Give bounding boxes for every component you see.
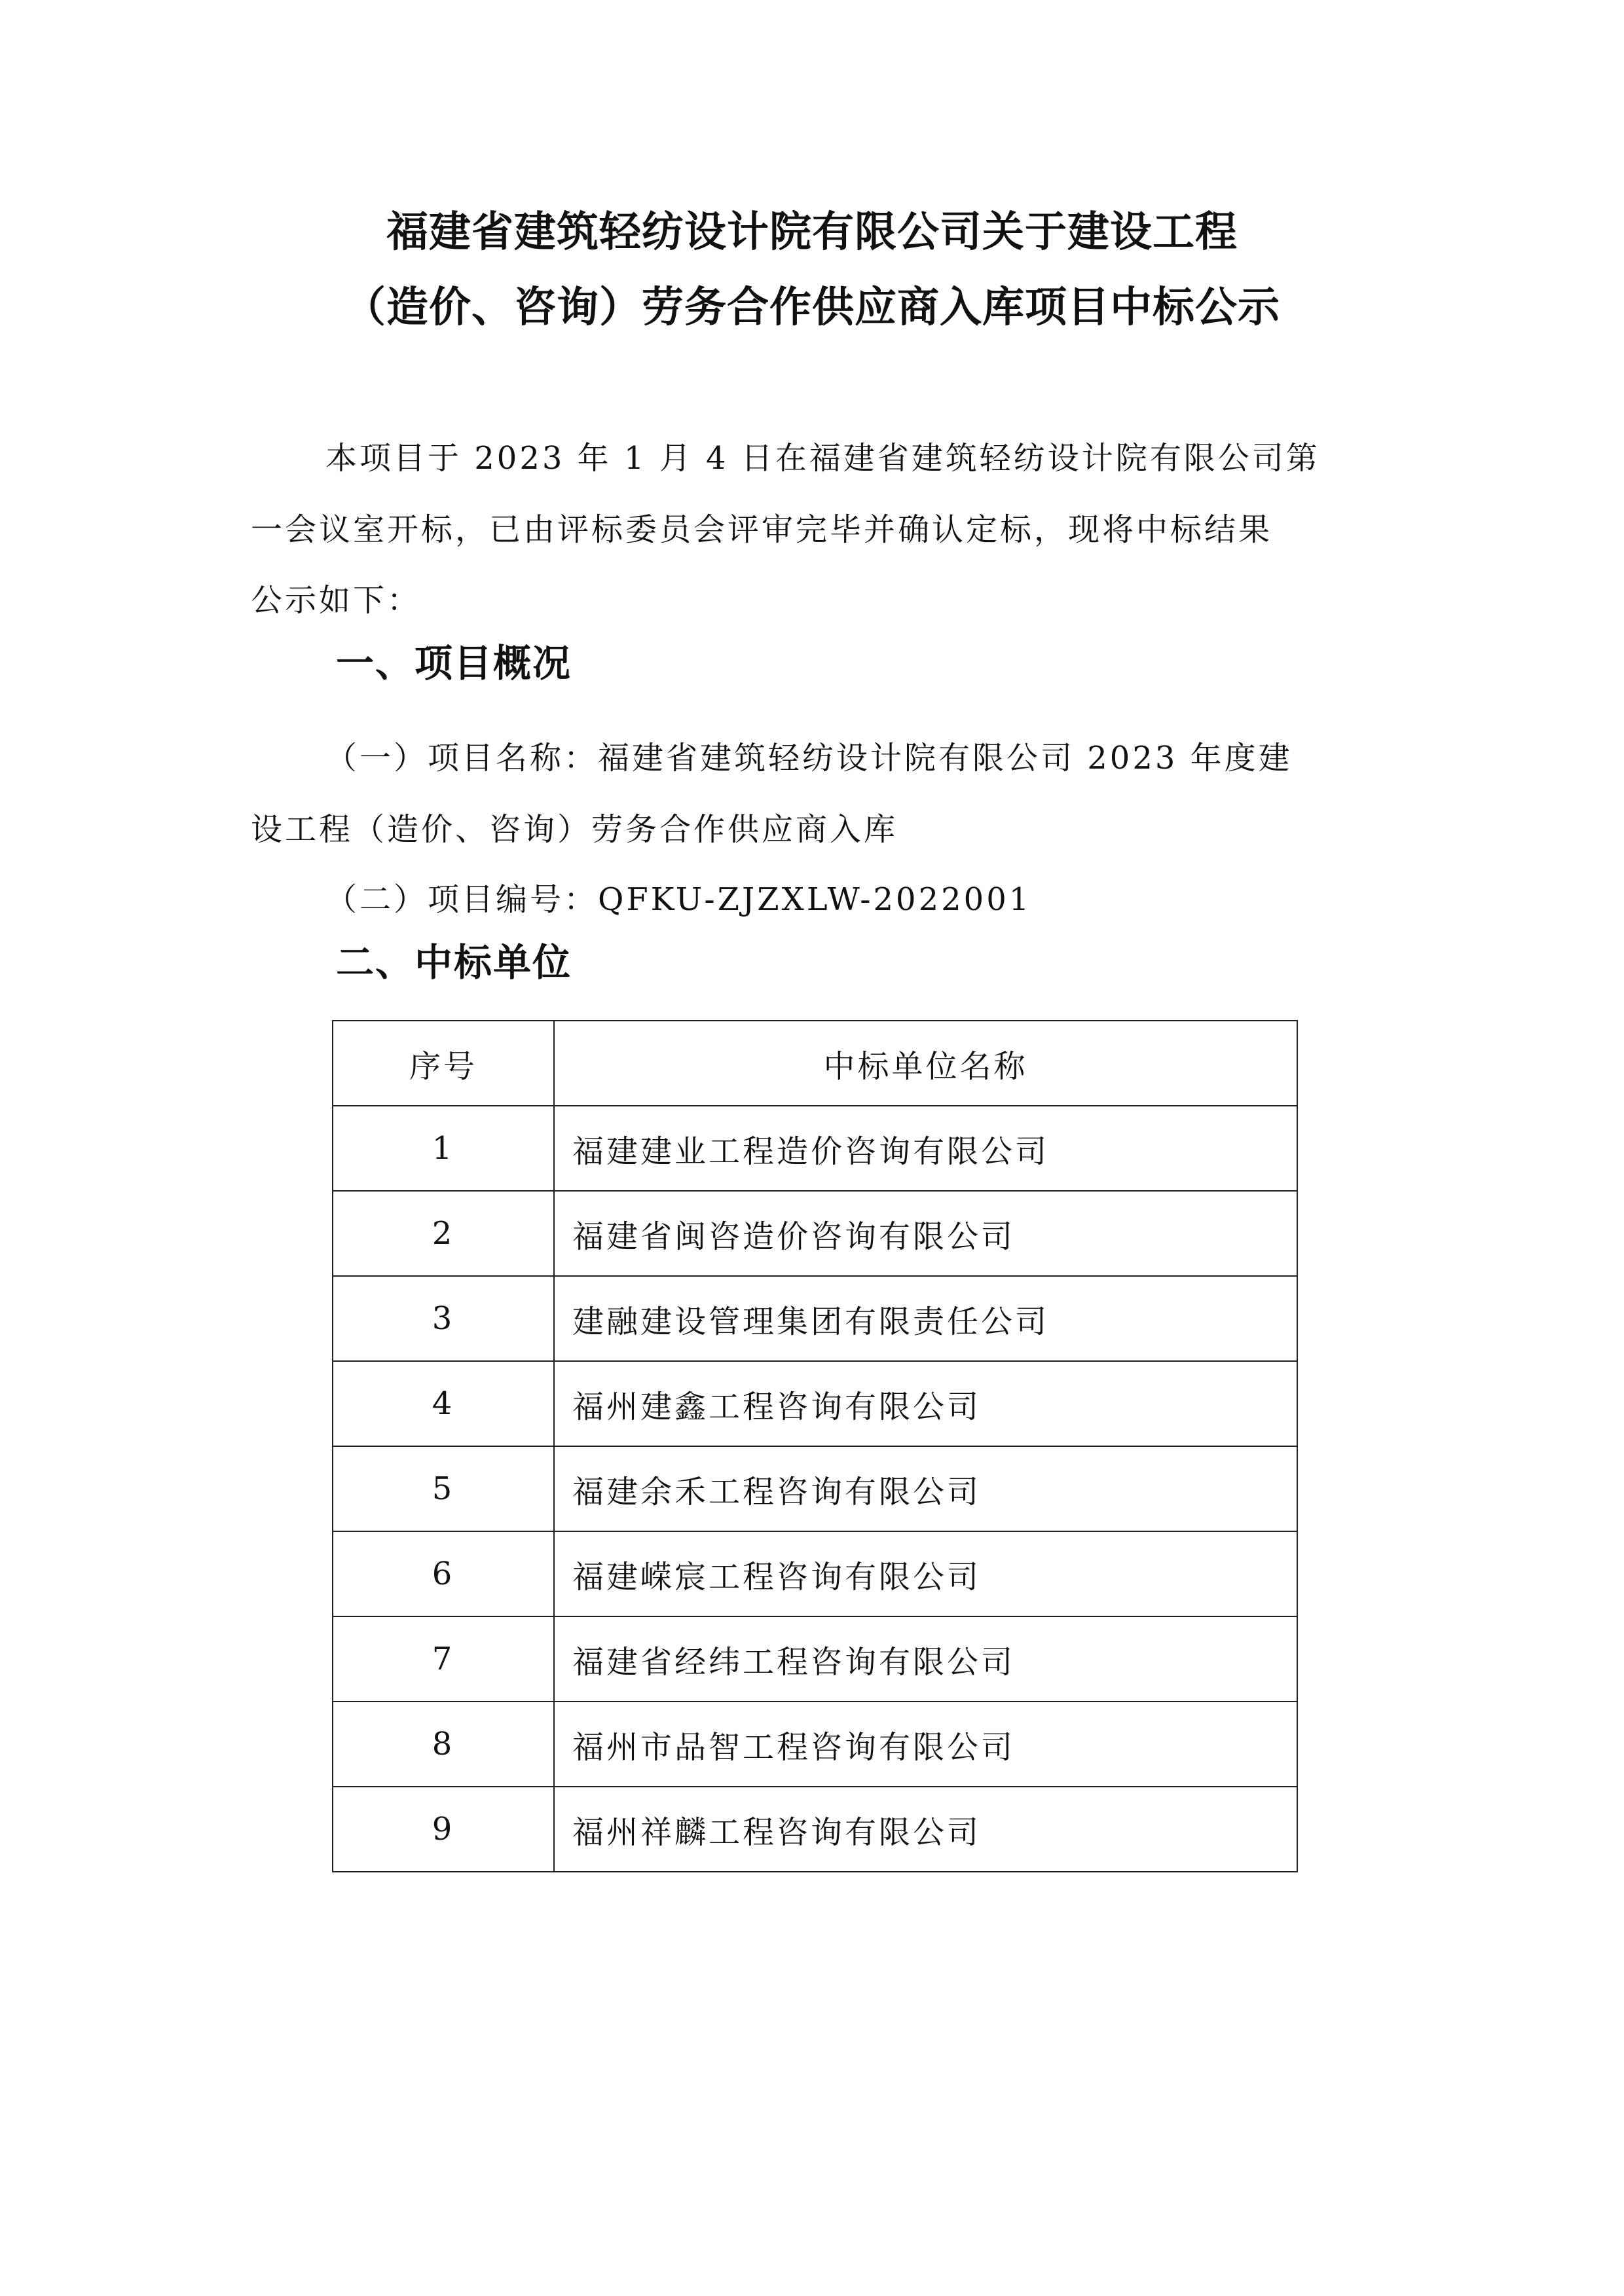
row-winner-name: 福州建鑫工程咨询有限公司 [554,1361,1297,1446]
document-title-line-2: （造价、咨询）劳务合作供应商入库项目中标公示 [344,283,1280,332]
document-title-line-1: 福建省建筑轻纺设计院有限公司关于建设工程 [386,208,1238,257]
intro-paragraph-line-1: 本项目于 2023 年 1 月 4 日在福建省建筑轻纺设计院有限公司第 [325,440,1320,477]
row-serial-number: 7 [333,1616,554,1702]
row-serial-number: 4 [333,1361,554,1446]
table-row [333,1446,1297,1531]
project-name-line-2: 设工程（造价、咨询）劳务合作供应商入库 [251,811,898,848]
section-heading-winning-bidders: 二、中标单位 [336,940,572,985]
row-serial-number: 2 [333,1191,554,1276]
row-serial-number: 8 [333,1702,554,1787]
row-serial-number: 6 [333,1531,554,1616]
table-row [333,1361,1297,1446]
header-winner-name: 中标单位名称 [554,1021,1297,1106]
table-row [333,1276,1297,1361]
project-name-line-1: （一）项目名称：福建省建筑轻纺设计院有限公司 2023 年度建 [325,740,1293,776]
row-winner-name: 福州市品智工程咨询有限公司 [554,1702,1297,1787]
row-winner-name: 福建省经纬工程咨询有限公司 [554,1616,1297,1702]
row-serial-number: 3 [333,1276,554,1361]
row-serial-number: 9 [333,1787,554,1872]
row-winner-name: 福建建业工程造价咨询有限公司 [554,1106,1297,1191]
table-row [333,1191,1297,1276]
project-number: （二）项目编号：QFKU-ZJZXLW-2022001 [325,881,1032,918]
row-serial-number: 5 [333,1446,554,1531]
header-serial-number: 序号 [333,1021,554,1106]
table-row [333,1106,1297,1191]
table-row [333,1787,1297,1872]
row-winner-name: 福建余禾工程咨询有限公司 [554,1446,1297,1531]
intro-paragraph-line-3: 公示如下： [251,582,422,619]
section-heading-project-overview: 一、项目概况 [336,641,572,685]
row-winner-name: 福州祥麟工程咨询有限公司 [554,1787,1297,1872]
row-winner-name: 建融建设管理集团有限责任公司 [554,1276,1297,1361]
table-row [333,1531,1297,1616]
table-row [333,1616,1297,1702]
row-winner-name: 福建嵘宸工程咨询有限公司 [554,1531,1297,1616]
table-header-row [333,1021,1297,1106]
table-row [333,1702,1297,1787]
row-winner-name: 福建省闽咨造价咨询有限公司 [554,1191,1297,1276]
winning-bidders-table [332,1020,1298,1872]
row-serial-number: 1 [333,1106,554,1191]
intro-paragraph-line-2: 一会议室开标，已由评标委员会评审完毕并确认定标，现将中标结果 [251,511,1273,548]
